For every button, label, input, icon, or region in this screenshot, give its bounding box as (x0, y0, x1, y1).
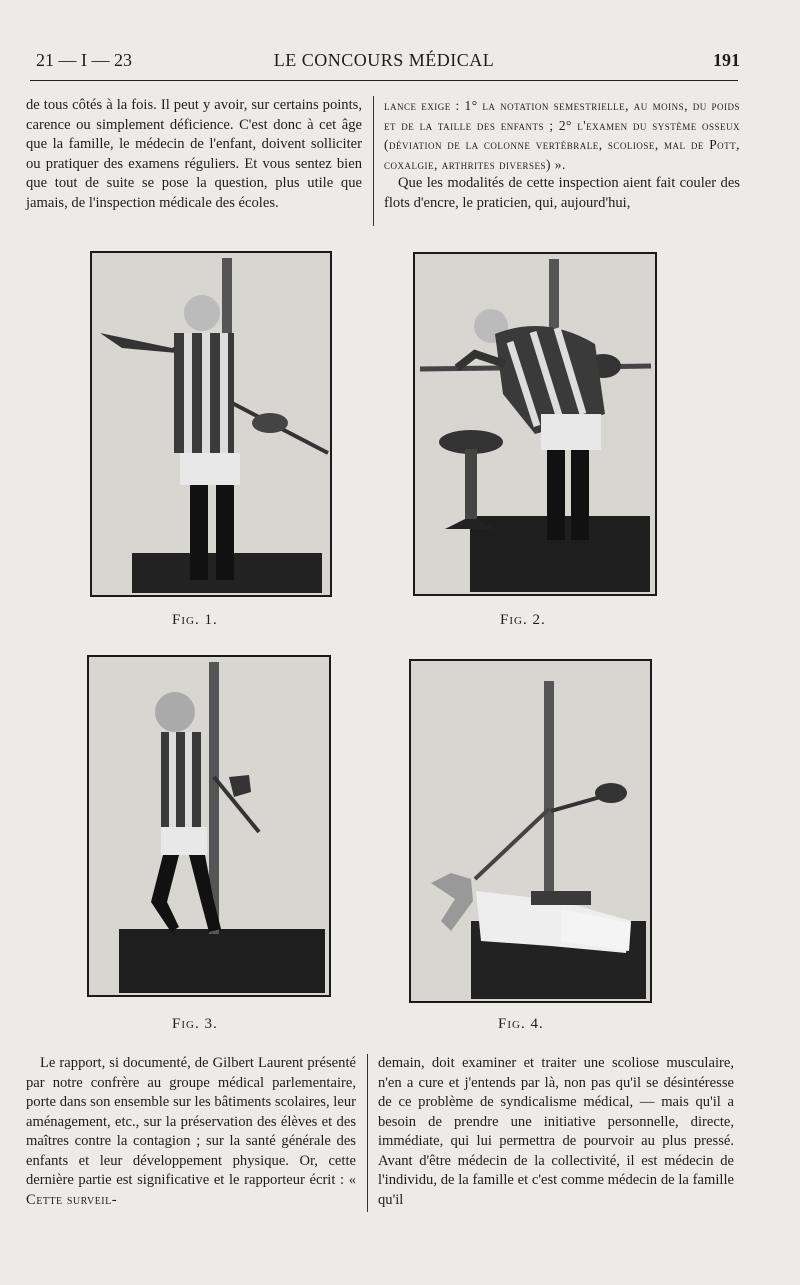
top-left-paragraph: de tous côtés à la fois. Il peut y avoir, sur certains points, carence ou simplement déficience. C'est donc à cet âge que la famille, le médecin de l'enfant, doivent solliciter ou pratiquer des examens réguliers. Et vous sentez bien que tout de suite se pose la question, plus utile que jamais, de l'inspection médicale des écoles. (26, 97, 362, 211)
top-left-column (26, 96, 362, 213)
column-divider-bottom (367, 1054, 368, 1212)
child-lying-photo-icon (411, 661, 650, 1001)
bottom-left-column (26, 1054, 356, 1210)
bottom-right-column (378, 1054, 734, 1210)
issue-date: 21 — I — 23 (36, 50, 132, 70)
figure-3-caption: Fig. 3. (172, 1016, 218, 1032)
figure-2 (413, 252, 657, 596)
figure-2-caption: Fig. 2. (500, 612, 546, 628)
figure-1-caption: Fig. 1. (172, 612, 218, 628)
page-number: 191 (713, 50, 740, 70)
page-header (30, 46, 738, 81)
figure-1 (90, 251, 332, 597)
column-divider-top (373, 96, 374, 226)
bottom-right-paragraph: demain, doit examiner et traiter une scoliose musculaire, n'en a cure et j'entends par là, non pas qu'il se désintéresse de ce problème de syndicalisme médical, — mais qu'il a besoin de prendre une initiative personnelle, directe, immédiate, qui lui permettra de pourvoir au plus pressé. Avant d'être médecin de la collectivité, il est médecin de l'individu, de la famille et c'est comme médecin de la famille qu'il (378, 1055, 734, 1208)
child-measuring-photo-icon (92, 253, 330, 595)
child-bending-photo-icon (415, 254, 655, 594)
bottom-left-paragraph (26, 1054, 356, 1210)
figure-3 (87, 655, 331, 997)
journal-title: LE CONCOURS MÉDICAL (273, 50, 495, 70)
child-profile-photo-icon (89, 657, 329, 995)
top-right-column (384, 96, 740, 213)
figure-4 (409, 659, 652, 1003)
bottom-left-text: Le rapport, si documenté, de Gilbert Laurent présenté par notre confrère au groupe médical parlementaire, porte dans son ensemble sur les bâtiments scolaires, leur aménagement, etc., sur la préservation des élèves et des maîtres contre la contagion ; sur la santé générale des enfants et leur développement physique. Or, cette dernière partie est significative et le rapporteur écrit : « (26, 1055, 356, 1188)
top-right-paragraph: Que les modalités de cette inspection aient fait couler des flots d'encre, le praticien, qui, aujourd'hui, (384, 175, 740, 211)
bottom-left-smallcaps: Cette surveil- (26, 1191, 118, 1208)
report-quote: lance exige : 1° la notation semestrielle, au moins, du poids et de la taille des enfants ; 2° l'examen du système osseux (déviation de la colonne vertébrale, scoliose, mal de Pott, coxalgie, arthrites diverses) ». (384, 98, 740, 172)
figure-4-caption: Fig. 4. (498, 1016, 544, 1032)
